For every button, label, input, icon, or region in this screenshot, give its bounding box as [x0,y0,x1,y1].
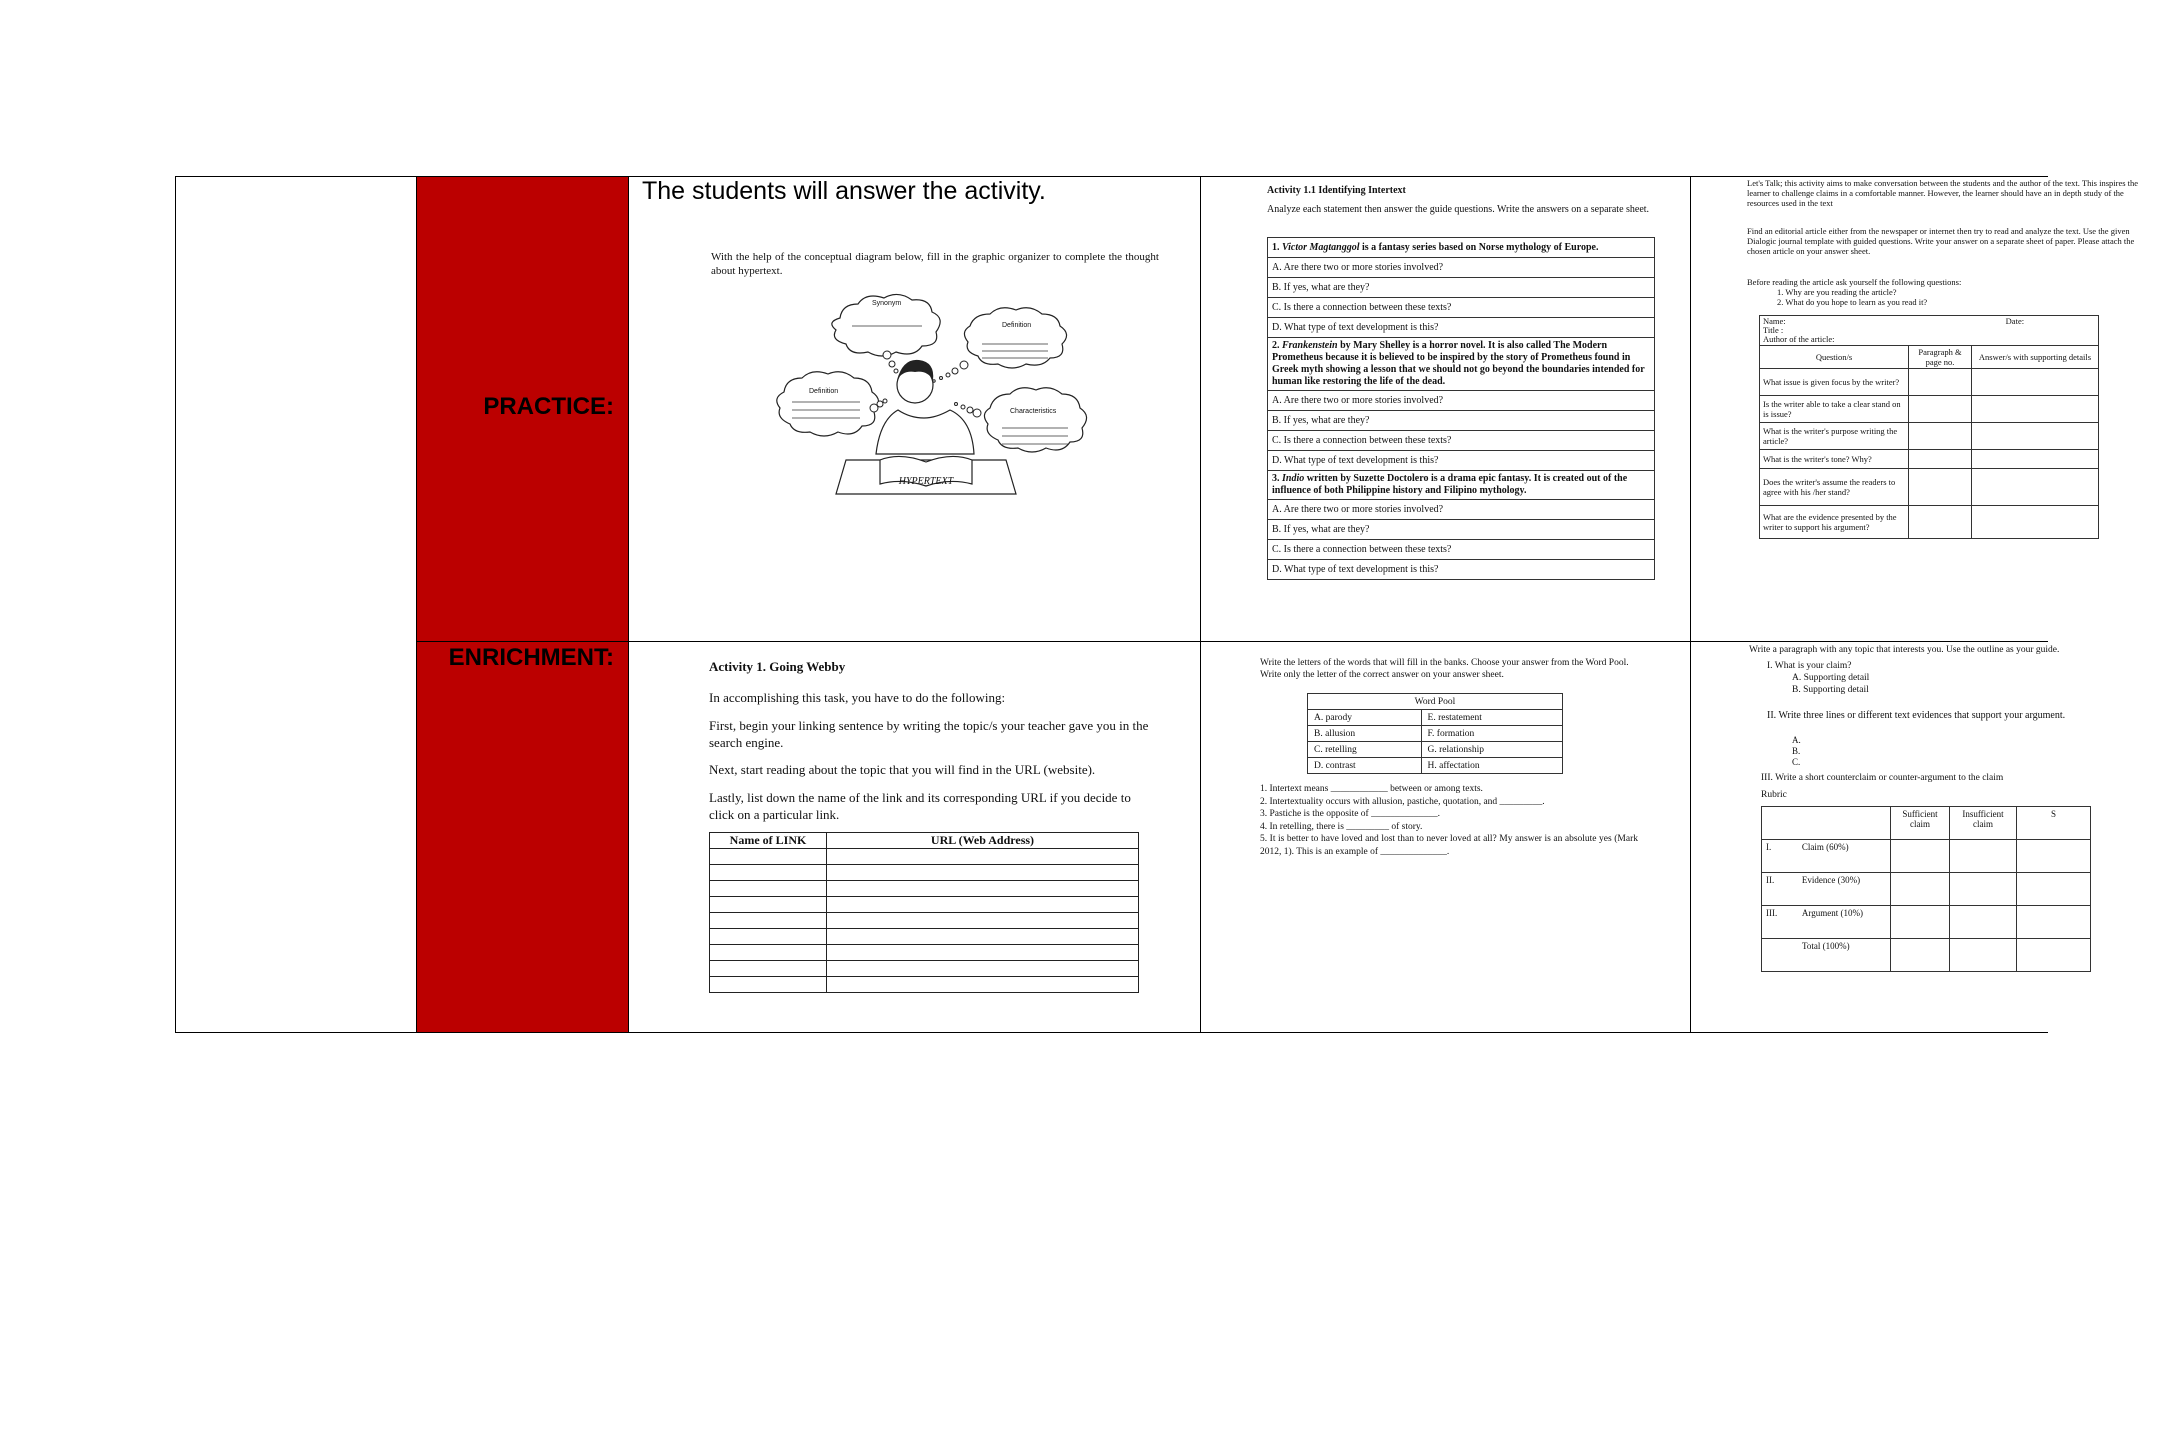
table-row [710,897,1139,913]
rubric-col-header: S [2017,807,2091,840]
table-row [710,977,1139,993]
divider [1690,176,1691,1033]
characteristics-bubble-label: Characteristics [1010,408,1057,415]
question-cell: A. Are there two or more stories involved? [1268,500,1655,520]
outline-counterclaim: III. Write a short counterclaim or counter-argument to the claim [1761,773,2004,783]
letstalk-q2: 2. What do you hope to learn as you read it? [1777,297,1928,307]
table-row [710,945,1139,961]
column-header: Answer/s with supporting details [1972,346,2099,369]
journal-row: Does the writer's assume the readers to agree with his /her stand? [1760,469,1909,506]
webby-p1: In accomplishing this task, you have to do the following: [709,690,1006,705]
outline-evidence: II. Write three lines or different text evidences that support your argument. [1767,710,2066,721]
word-option: F. formation [1421,726,1562,742]
letstalk-q1: 1. Why are you reading the article? [1777,287,1897,297]
table-row: II. Evidence (30%) [1762,873,2091,906]
journal-row: What issue is given focus by the writer? [1760,369,1909,396]
question-cell: D. What type of text development is this? [1268,560,1655,580]
list-item: 4. In retelling, there is _________ of story. [1260,821,1423,832]
enrichment-label: ENRICHMENT: [448,644,614,671]
activity11-instruction: Analyze each statement then answer the guide questions. Write the answers on a separate sheet. [1267,204,1650,215]
table-row [1762,939,2091,972]
enrichment-label-cell [417,642,629,1032]
row-divider [416,641,2048,642]
table-row [710,929,1139,945]
outline-sub: A. Supporting detail [1792,673,1870,683]
definition-bubble-label: Definition [809,388,839,395]
letstalk-before: Before reading the article ask yourself the following questions: [1747,277,1962,287]
question-cell: B. If yes, what are they? [1268,278,1655,298]
webby-p2: First, begin your linking sentence by writing the topic/s your teacher gave you in the search engine. [709,718,1149,750]
paragraph-cell [1692,643,2066,1031]
word-option: H. affectation [1421,758,1562,774]
practice-label: PRACTICE: [483,393,614,420]
question-cell: D. What type of text development is this? [1268,318,1655,338]
column-header: Paragraph & page no. [1909,346,1972,369]
outline-sub: A. [1792,735,1801,745]
journal-row: Is the writer able to take a clear stand on is issue? [1760,396,1909,423]
letstalk-find: Find an editorial article either from the newspaper or internet then try to read and analyze the text. Use the given Dialogic journal template with guided questions. Write your answer on a separate sheet of paper. Please attach the chosen article on your answer sheet. [1747,226,2135,256]
word-option: C. retelling [1308,742,1422,758]
synonym-bubble-label: Synonym [872,300,902,307]
list-item: 3. Pastiche is the opposite of ______________. [1260,809,1440,819]
word-pool-header: Word Pool [1308,694,1563,710]
journal-row: What are the evidence presented by the writer to support his argument? [1760,506,1909,539]
dialogic-journal-table [1759,315,2099,539]
question-cell: B. If yes, what are they? [1268,411,1655,431]
list-item: 5. It is better to have loved and lost than to never loved at all? My answer is an absolute yes (Mark 2012, 1). This is an example of ______________. [1260,834,1638,857]
statement-cell: 1. Victor Magtanggol is a fantasy series based on Norse mythology of Europe. [1268,238,1655,258]
rubric-label: Rubric [1761,790,1787,800]
statement-cell: 3. Indio written by Suzette Doctolero is a drama epic fantasy. It is created out of the influence of both Philippine history and Filipino mythology. [1268,471,1655,500]
journal-row: What is the writer's purpose writing the article? [1760,423,1909,450]
question-cell: D. What type of text development is this? [1268,451,1655,471]
word-option: A. parody [1308,710,1422,726]
table-row [710,961,1139,977]
link-col-header: Name of LINK [710,833,827,849]
list-item: 1. Intertext means ____________ between or among texts. [1260,784,1483,794]
hypertext-instruction: With the help of the conceptual diagram below, fill in the graphic organizer to complete the thought about hypertext. [711,251,1159,277]
word-option: E. restatement [1421,710,1562,726]
divider [1200,176,1201,1033]
question-cell: C. Is there a connection between these texts? [1268,431,1655,451]
hypertext-diagram [770,280,1090,512]
word-option: G. relationship [1421,742,1562,758]
rubric-col-header: Insufficient claim [1950,807,2017,840]
table-row [710,881,1139,897]
practice-heading: The students will answer the activity. [642,177,1046,205]
table-row: I. Claim (60%) [1762,840,2091,873]
paragraph-instruction: Write a paragraph with any topic that interests you. Use the outline as your guide. [1749,645,2060,655]
letstalk-intro: Let's Talk; this activity aims to make conversation between the students and the author of the text. This inspires the learner to challenge claims in a comfortable manner. However, the learner should have an in depth study of the resources used in the text [1747,178,2139,208]
wordpool-instruction: Write the letters of the words that will fill in the banks. Choose your answer from the Word Pool. Write only the letter of the correct answer on your answer sheet. [1260,658,1629,680]
total-cell: Total (100%) [1762,939,1891,972]
letstalk-cell [1692,178,2139,640]
svg-text:HYPERTEXT: HYPERTEXT [898,476,954,487]
link-table [709,832,1139,993]
webby-title: Activity 1. Going Webby [709,659,846,674]
table-row [710,849,1139,865]
statement-cell: 2. Frankenstein by Mary Shelley is a horror novel. It is also called The Modern Prometheus because it is believed to be inspired by the story of Prometheus found in Greek myth showing a lesson that we should not go beyond the boundaries intended for human like restoring the life of the dead. [1268,338,1655,391]
url-col-header: URL (Web Address) [827,833,1139,849]
table-row [710,865,1139,881]
intertext-table [1267,237,1655,580]
question-cell: C. Is there a connection between these texts? [1268,540,1655,560]
webby-p3: Next, start reading about the topic that you will find in the URL (website). [709,762,1096,777]
table-row: III. Argument (10%) [1762,906,2091,939]
outline-sub: B. [1792,746,1801,756]
outline-sub: C. [1792,757,1801,767]
question-cell: B. If yes, what are they? [1268,520,1655,540]
rubric-col-header: Sufficient claim [1891,807,1950,840]
divider [628,176,629,1033]
definition-bubble-label: Definition [1002,322,1032,329]
journal-row: What is the writer's tone? Why? [1760,450,1909,469]
outline-sub: B. Supporting detail [1792,685,1869,695]
word-pool-table [1307,693,1563,774]
table-row [710,913,1139,929]
question-cell: A. Are there two or more stories involved? [1268,391,1655,411]
journal-meta: Name: Date: Title : Author of the article: [1760,316,2099,346]
question-cell: C. Is there a connection between these texts? [1268,298,1655,318]
wordpool-items [1260,783,1638,858]
question-cell: A. Are there two or more stories involved? [1268,258,1655,278]
rubric-table [1761,806,2091,972]
column-header: Question/s [1760,346,1909,369]
word-option: B. allusion [1308,726,1422,742]
word-option: D. contrast [1308,758,1422,774]
outline-claim: I. What is your claim? [1767,661,1852,671]
activity11-title: Activity 1.1 Identifying Intertext [1267,185,1406,196]
list-item: 2. Intertextuality occurs with allusion, pastiche, quotation, and _________. [1260,796,1545,807]
divider [416,176,417,1033]
webby-p4: Lastly, list down the name of the link and its corresponding URL if you decide to click on a particular link. [709,790,1131,822]
